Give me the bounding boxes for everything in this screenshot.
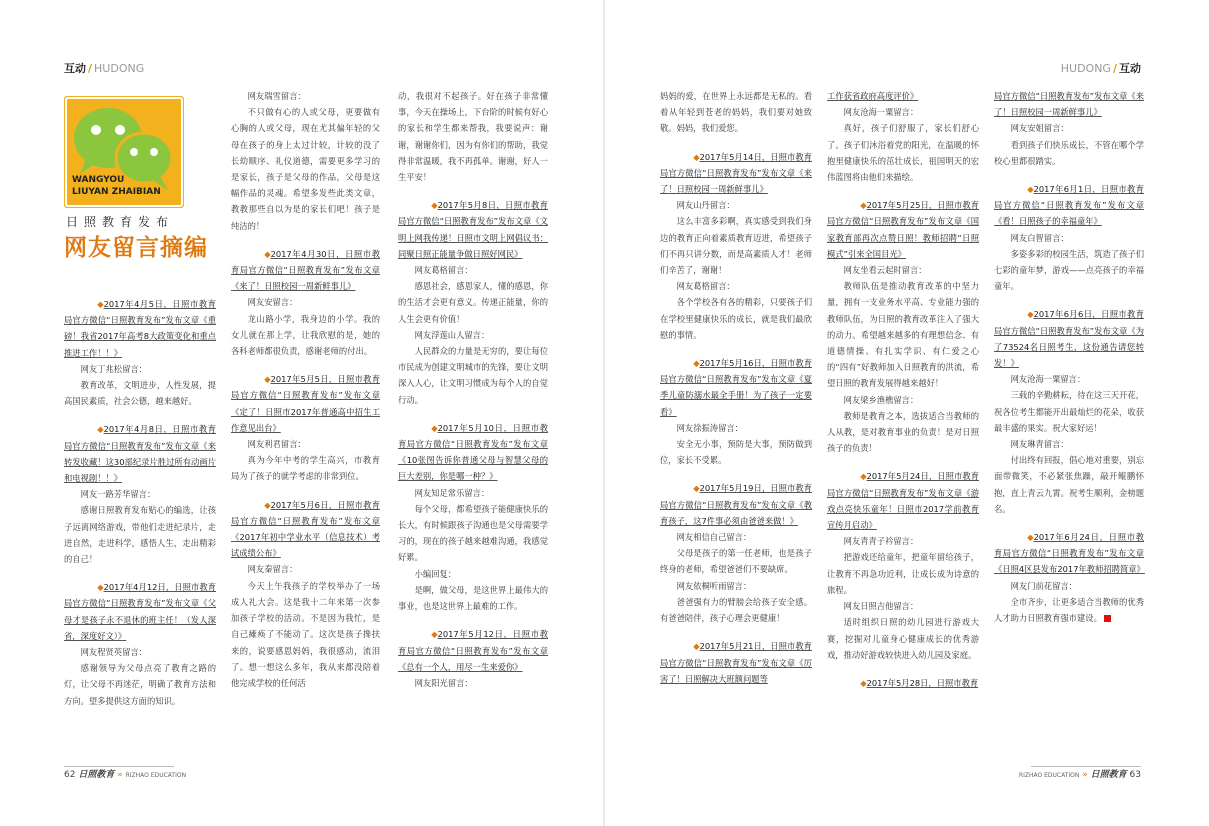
header-right-cn: 互动 <box>1119 62 1141 75</box>
header-right: HUDONG / 互动 <box>1060 62 1141 75</box>
commenter-name: 网友青青子衿留言： <box>843 536 919 547</box>
article-title: 2017年5月8日，日照市教育局官方微信“日照教育发布”发布文章《文明上网我传递！日照市文明上网倡议书：同聚日照正能量争做日照好网民》 <box>398 200 548 259</box>
commenter-name: 网友徐振涛留言： <box>676 422 743 433</box>
diamond-bullet-icon: ◆ <box>1027 184 1034 195</box>
footer-brand-left: 日照教育 <box>78 770 115 780</box>
article-link[interactable] <box>660 480 812 529</box>
diamond-bullet-icon: ◆ <box>431 422 438 433</box>
diamond-bullet-icon: ◆ <box>693 151 700 162</box>
comment-text: 付出终有回报，倡心地对重要，别忘面带微笑，不必紧张焦躁，敲开鲲鹏怀抱，直上青云九霄。祝考生顺利，金榜题名。 <box>994 455 1144 514</box>
article-link[interactable] <box>64 296 216 361</box>
article-link[interactable] <box>660 149 812 198</box>
article-link[interactable] <box>827 675 979 691</box>
article-link[interactable] <box>660 355 812 420</box>
commenter-name: 网友利君留言： <box>247 439 306 450</box>
article-title: 2017年5月28日，日照市教育 <box>866 677 979 688</box>
article-link[interactable] <box>994 529 1144 578</box>
comment-text-body: 全市齐步，让更多适合当教师的优秀人才助力日照教育强市建设。 <box>994 596 1144 624</box>
commenter-name: 网友浮莲山人留言： <box>414 329 490 340</box>
article-title: 2017年4月12日，日照市教育局官方微信“日照教育发布”发布文章《父母才是孩子永不退休的班主任！（发人深省，深度好文）》 <box>64 582 216 641</box>
diamond-bullet-icon: ◆ <box>860 471 867 482</box>
article-title: 2017年5月6日，日照市教育局官方微信“日照教育发布”发布文章《2017年初中学业水平（信息技术）考试成绩公布》 <box>231 499 380 559</box>
commenter-name: 网友梁乡渔樵留言： <box>843 394 919 405</box>
article-link-continued[interactable]: 工作获省政府高度评价》 <box>827 91 919 101</box>
diamond-bullet-icon: ◆ <box>860 677 867 688</box>
article-link[interactable] <box>994 181 1144 230</box>
commenter-name: 网友琳青留言： <box>1010 439 1069 450</box>
comment-text: 各个学校各有各的精彩，只要孩子们在学校里健康快乐的成长，就是我们最欣慰的事情。 <box>660 297 812 340</box>
page-number-left: 62 <box>64 770 76 780</box>
page-title: 网友留言摘编 <box>64 234 208 261</box>
footer-brand-right: 日照教育 <box>1090 770 1127 780</box>
comment-text: 看到孩子们快乐成长，不管在哪个学校心里都很踏实。 <box>994 139 1144 166</box>
article-title: 2017年5月5日，日照市教育局官方微信“日照教育发布”发布文章《定了！日照市2017年普通高中招生工作意见出台》 <box>231 374 380 433</box>
diamond-bullet-icon: ◆ <box>264 374 271 385</box>
commenter-name: 网友依桐听雨留言： <box>676 580 752 591</box>
article-title: 2017年5月19日，日照市教育局官方微信“日照教育发布”发布文章《教育孩子，这7件事必须由爸爸来做！》 <box>660 483 812 526</box>
comment-text: 不只做有心的人或父母，更要做有心胸的人或父母，现在尤其偏年轻的父母在孩子的身上太过计较，计较的没了长幼顺序、礼仪道德，需要更多学习的是家长，孩子是父母的作品，父母是这幅作品的灵魂。希望多发些此类文章，教教那些自以为是的家长们吧！孩子是纯洁的！ <box>231 107 380 231</box>
commenter-name: 网友沧海一粟留言： <box>1010 374 1086 385</box>
article-title: 2017年5月12日，日照市教育局官方微信“日照教育发布”发布文章《总有一个人，用尽一生来爱你》 <box>398 629 548 672</box>
logo-line1: WANGYOU <box>72 175 125 185</box>
header-left-cn: 互动 <box>64 62 86 75</box>
article-link-continued[interactable]: 局官方微信“日照教育发布”发布文章《来了！日照校园一周新鲜事儿》 <box>994 91 1144 118</box>
commenter-name: 网友安姐留言： <box>1010 123 1069 134</box>
diamond-bullet-icon: ◆ <box>97 582 104 593</box>
commenter-name: 网友相信自己留言： <box>676 532 752 543</box>
comment-text: 真好，孩子们舒服了，家长们舒心了。孩子们沐浴着党的阳光，在温暖的怀抱里健康快乐的茁壮成长，祖国明天的宏伟蓝图将由他们来描绘。 <box>827 123 979 183</box>
article-link[interactable] <box>827 468 979 533</box>
article-title: 2017年6月6日，日照市教育局官方微信“日照教育发布”发布文章《为了73524名日照考生，这份通告请您转发！》 <box>994 309 1144 369</box>
article-link[interactable] <box>994 306 1144 371</box>
article-title: 2017年5月14日，日照市教育局官方微信“日照教育发布”发布文章《来了！日照校园一周新鲜事儿》 <box>660 151 812 195</box>
text-column-5 <box>827 88 979 691</box>
footer-en-right: RIZHAO EDUCATION <box>1018 772 1080 779</box>
diamond-bullet-icon: ◆ <box>431 629 438 640</box>
comment-text: 是啊，做父母，是这世界上最伟大的事业，也是这世界上最难的工作。 <box>398 584 548 612</box>
article-link[interactable] <box>398 197 548 262</box>
comment-text: 感谢日照教育发布贴心的编选，让孩子远离网络游戏，带他们走进纪录片，走进自然，走进科学，感悟人生，走出精彩的自己！ <box>64 505 216 565</box>
comment-text: 感恩社会，感恩家人，懂的感恩，你的生活才会更有意义。传递正能量，你的人生会更有价值！ <box>398 281 548 324</box>
article-title: 2017年5月24日，日照市教育局官方微信“日照教育发布”发布文章《游戏点亮快乐童年！日照市2017学前教育宣传月启动》 <box>827 471 979 531</box>
commenter-name: 网友沧海一粟留言： <box>843 107 919 118</box>
article-link[interactable] <box>64 579 216 644</box>
text-column-6 <box>994 88 1144 626</box>
article-link[interactable] <box>231 497 380 562</box>
text-column-2 <box>231 88 380 691</box>
comment-text: 安全无小事，预防是大事，预防做到位，家长不受累。 <box>660 439 812 466</box>
diamond-bullet-icon: ◆ <box>264 499 271 510</box>
article-link[interactable] <box>231 246 380 295</box>
comment-text: 今天上午我孩子的学校举办了一场成人礼大会。这是我十二年来第一次参加孩子学校的活动。不是因为我忙，是自己瘫痪了不能动了。这次是孩子搀扶来的，说要感恩妈妈，我很感动，流泪了。想一想这么多年，我从来都没陪着他完成学校的任何活 <box>231 580 380 688</box>
comment-text: 真为今年中考的学生高兴，市教育局为了孩子的就学考虑的非常到位。 <box>231 455 380 482</box>
commenter-name: 网友丁兆松留言： <box>80 363 147 374</box>
article-link[interactable] <box>398 626 548 675</box>
article-title: 2017年6月1日，日照市教育局官方微信“日照教育发布”发布文章《看！日照孩子的幸福童年》 <box>994 184 1144 227</box>
comment-text: 三载的辛勤耕耘，待在这三天开花，祝各位考生都能开出最灿烂的花朵，收获最丰盛的果实。祝大家好运！ <box>994 390 1144 433</box>
commenter-name: 网友程贤英留言： <box>80 647 147 658</box>
logo-line2: LIUYAN ZHAIBIAN <box>72 187 161 197</box>
footer-left: 62 日照教育 » RIZHAO EDUCATION <box>64 770 187 780</box>
commenter-name: 网友坐看云起时留言： <box>843 265 927 276</box>
diamond-bullet-icon: ◆ <box>693 641 700 652</box>
article-link[interactable] <box>660 638 812 687</box>
article-link[interactable] <box>398 420 548 485</box>
commenter-name: 小编回复： <box>414 568 457 579</box>
comment-text: 教育改革，文明进步，人性发展，提高国民素质，社会公德，越来越好。 <box>64 380 216 407</box>
article-title: 2017年5月16日，日照市教育局官方微信“日照教育发布”发布文章《夏季儿童防溺水最全手册！为了孩子一定要看》 <box>660 358 812 417</box>
diamond-bullet-icon: ◆ <box>1027 309 1034 320</box>
commenter-name: 网友山丹留言： <box>676 200 735 211</box>
comment-text: 教师队伍是推动教育改革的中坚力量，拥有一支业务水平高、专业能力强的教师队伍，为日照的教育改革注入了强大的动力。希望越来越多的有理想信念、有道德情操、有扎实学识、有仁爱之心的“四有”好教师加入日照教育的洪流，希望日照的教育发展得越来越好！ <box>827 281 979 389</box>
comment-text <box>994 594 1144 626</box>
commenter-name: 网友秦留言： <box>247 564 298 575</box>
commenter-name: 网友安留言： <box>247 297 298 308</box>
footer-right: RIZHAO EDUCATION » 日照教育 63 <box>1018 770 1141 780</box>
comment-text: 多姿多彩的校园生活，筑造了孩子们七彩的童年梦，游戏——点亮孩子的幸福童年。 <box>994 248 1144 292</box>
diamond-bullet-icon: ◆ <box>431 200 438 211</box>
spread-gutter <box>603 0 605 826</box>
commenter-name: 网友葛格留言： <box>676 281 735 292</box>
article-title: 2017年4月5日，日照市教育局官方微信“日照教育发布”发布文章《重磅！我省2017年高考8大政策变化和重点推进工作！！》 <box>64 299 216 358</box>
header-right-en: HUDONG <box>1060 62 1111 75</box>
commenter-name: 网友一路芳华留言： <box>80 489 156 500</box>
comment-text: 父母是孩子的第一任老师，也是孩子终身的老师，希望爸爸们不要缺席。 <box>660 548 812 575</box>
footer-en-left: RIZHAO EDUCATION <box>125 772 187 779</box>
diamond-bullet-icon: ◆ <box>693 358 700 369</box>
comment-text: 人民群众的力量是无穷的，要让每位市民成为创建文明城市的先锋，要让文明深入人心，让文明习惯成为每个人的自觉行动。 <box>398 346 548 405</box>
comment-text: 感谢领导为父母点亮了教育之路的灯，让父母不再迷茫，明确了教育方法和方向。望多提供这方面的知识。 <box>64 663 216 706</box>
article-title: 2017年4月8日，日照市教育局官方微信“日照教育发布”发布文章《来转发收藏！这30部纪录片胜过所有动画片和电视剧！！》 <box>64 424 216 484</box>
article-title: 2017年5月10日，日照市教育局官方微信“日照教育发布”发布文章《10张图告诉你普通父母与智慧父母的巨大差别，你是哪一种？》 <box>398 422 548 482</box>
article-title: 2017年6月24日，日照市教育局官方微信“日照教育发布”发布文章《日照4区县发布2017年教师招聘简章》 <box>994 532 1145 575</box>
diamond-bullet-icon: ◆ <box>97 424 104 435</box>
diamond-bullet-icon: ◆ <box>860 200 867 211</box>
text-column-3 <box>398 88 548 691</box>
comment-text: 每个父母，都希望孩子能健康快乐的长大，有时候跟孩子沟通也是父母需要学习的，现在的孩子越来越难沟通，我感觉好累。 <box>398 503 548 563</box>
comment-text: 适时组织日照的幼儿园进行游戏大赛，挖掘对儿童身心健康成长的优秀游戏，推动好游戏较快进入幼儿园及家庭。 <box>827 617 979 660</box>
article-link[interactable] <box>827 197 979 262</box>
diamond-bullet-icon: ◆ <box>97 299 104 309</box>
comment-text-continued: 妈妈的爱，在世界上永远都是无私的。看着从年轻到苍老的妈妈，我们要对她致敬。妈妈，我们爱您。 <box>660 91 812 134</box>
comment-text: 爸爸强有力的臂膀会给孩子安全感。有爸爸陪伴，孩子心理会更健康！ <box>660 596 812 624</box>
commenter-name: 网友知足常乐留言： <box>414 487 490 498</box>
text-column-1 <box>64 296 216 709</box>
comment-text: 教师是教育之本，选拔适合当教师的人从教，是对教育事业的负责！是对日照孩子的负责！ <box>827 410 979 454</box>
commenter-name: 网友日照吉他留言： <box>843 601 919 612</box>
commenter-name: 网友阳光留言： <box>414 677 473 688</box>
diamond-bullet-icon: ◆ <box>1027 532 1034 543</box>
article-title: 2017年4月30日，日照市教育局官方微信“日照教育发布”发布文章《来了！日照校园一周新鲜事儿》 <box>231 248 380 292</box>
header-left-en: HUDONG <box>94 62 145 75</box>
page-number-right: 63 <box>1129 770 1141 780</box>
comment-text: 把游戏还给童年，把童年留给孩子，让教育不再急功近利，让成长成为诗意的旅程。 <box>827 552 979 595</box>
commenter-name: 网友白智留言： <box>1010 232 1069 243</box>
header-left: 互动 / HUDONG <box>64 62 145 75</box>
article-title: 2017年5月21日，日照市教育局官方微信“日照教育发布”发布文章《厉害了！日照解决大班额问题等 <box>660 641 812 684</box>
logo-subtitle: 日照教育发布 <box>66 215 175 229</box>
diamond-bullet-icon: ◆ <box>264 248 271 259</box>
end-mark-icon <box>1104 615 1111 622</box>
article-title: 2017年5月25日，日照市教育局官方微信“日照教育发布”发布文章《国家教育部再次点赞日照！教师招聘“日照模式”引来全国目光》 <box>827 200 979 259</box>
commenter-name: 网友门前花留言： <box>1010 580 1077 591</box>
text-column-4 <box>660 88 812 687</box>
commenter-name: 网友葛格留言： <box>414 265 473 276</box>
comment-text-continued: 动，我很对不起孩子。好在孩子非常懂事，今天在操场上，下台阶的时候有好心的家长和学生都来帮我，我要说声：谢谢，谢谢你们，因为有你们的帮助，我觉得非常温暖，我不再孤单。谢谢，好人一生平安！ <box>398 91 548 183</box>
article-link[interactable] <box>231 371 380 436</box>
commenter-name: 网友瑞雪留言： <box>247 91 306 101</box>
comment-text: 这么丰富多彩啊，真实感受到我们身边的教育正向着素质教育迈进，希望孩子们不再只讲分数，而是高素质人才！老师们辛苦了，谢谢！ <box>660 216 812 276</box>
logo-english <box>72 174 161 198</box>
diamond-bullet-icon: ◆ <box>693 483 700 494</box>
comment-text: 龙山路小学，我身边的小学。我的女儿就在那上学，让我欣慰的是，她的各科老师都很负责，感谢老师的付出。 <box>231 313 380 357</box>
article-link[interactable] <box>64 421 216 486</box>
